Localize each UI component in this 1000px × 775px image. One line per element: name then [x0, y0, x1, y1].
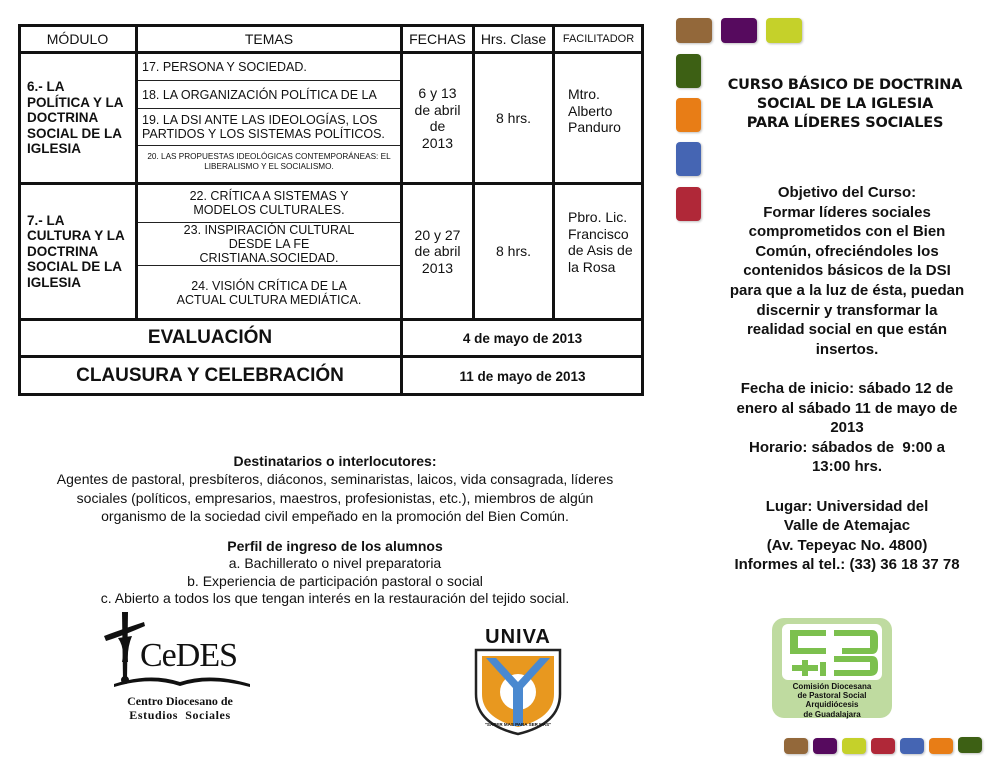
contact-phone: Informes al tel.: (33) 36 18 37 78: [734, 556, 960, 574]
color-square-green: [676, 54, 701, 88]
grid-line: [18, 182, 644, 185]
grid-line: [135, 24, 138, 320]
module-name-line: SOCIAL DE LA: [27, 259, 123, 275]
cedes-caption: [100, 694, 260, 722]
module-name-line: POLÍTICA Y LA: [27, 94, 124, 110]
module-7-facilitador: [553, 183, 644, 320]
profile-item: b. Experiencia de participación pastoral o social: [187, 572, 483, 589]
grid-line: [400, 24, 403, 396]
strip-square-purple: [813, 738, 837, 754]
clausura-text: CLAUSURA Y CELEBRACIÓN: [76, 365, 344, 386]
tema-text: 19. LA DSI ANTE LAS IDEOLOGÍAS, LOS PARTIDOS Y LOS SISTEMAS POLÍTICOS.: [142, 113, 385, 141]
objective-heading: Objetivo del Curso:: [777, 184, 917, 201]
objective-line: insertos.: [815, 340, 879, 358]
cps-emblem-icon: [782, 624, 882, 680]
pastoral-social-logo: [772, 618, 892, 718]
grid-line: [18, 51, 644, 54]
module-6-facilitador: [553, 52, 644, 184]
color-square-blue: [676, 142, 701, 176]
tema-text: 20. LAS PROPUESTAS IDEOLÓGICAS CONTEMPORÁNEAS: EL LIBERALISMO Y EL SOCIALISMO.: [147, 152, 391, 171]
module-name-line: IGLESIA: [27, 141, 82, 157]
tema-text: 23. INSPIRACIÓN CULTURAL DESDE LA FE CRISTIANA.SOCIEDAD.: [183, 223, 355, 265]
module-6-fechas: [401, 52, 474, 184]
clausura-date: [401, 356, 644, 396]
header-modulo: [18, 24, 137, 53]
objective-line: contenidos básicos de la DSI: [743, 262, 951, 280]
facilitador-line: Pbro. Lic.: [568, 209, 628, 225]
place-line: Valle de Atemajac: [783, 517, 911, 535]
module-name-line: CULTURA Y LA: [27, 228, 125, 244]
audience-line: organismo de la sociedad civil empeñado en la promoción del Bien Común.: [101, 507, 569, 524]
tema-24: [136, 265, 402, 320]
fecha-line: 2013: [421, 134, 454, 151]
evaluacion-date-text: 4 de mayo de 2013: [462, 330, 583, 346]
cedes-logo: [100, 610, 260, 725]
fecha-line: de: [429, 118, 446, 134]
facilitador-line: Panduro: [568, 119, 621, 135]
cedes-wordmark: CeDES: [140, 637, 237, 674]
cedes-caption-line: Centro Diocesano de: [127, 694, 233, 708]
univa-motto: "SABER MAS PARA SER MAS": [484, 722, 552, 727]
header-temas-label: TEMAS: [244, 30, 294, 47]
grid-line: [18, 355, 644, 358]
cps-caption-line: Comisión Diocesana: [792, 682, 872, 691]
audience-line: Agentes de pastoral, presbíteros, diáconos, seminaristas, laicos, vida consagrada, líderes: [56, 471, 614, 488]
module-7-hrs: [473, 183, 554, 320]
color-square-purple: [721, 18, 757, 43]
strip-square-brown: [784, 738, 808, 754]
header-hrs-label: Hrs. Clase: [480, 30, 547, 47]
schedule-line: 2013: [830, 419, 864, 437]
header-fechas-label: FECHAS: [409, 30, 466, 47]
schedule-line: Horario: sábados de 9:00 a: [749, 438, 945, 456]
cedes-caption-line: Estudios Sociales: [129, 708, 231, 722]
cps-caption-line: de Guadalajara: [803, 709, 861, 719]
objective-line: discernir y transformar la: [756, 301, 938, 319]
hrs-value: 8 hrs.: [495, 243, 531, 260]
module-7-fechas: [401, 183, 474, 320]
tema-18: [136, 80, 402, 109]
header-facilitador: [553, 24, 644, 53]
schedule-line: Fecha de inicio: sábado 12 de: [740, 379, 954, 397]
objective-line: Común, ofreciéndoles los: [755, 242, 939, 260]
audience-section: [20, 452, 650, 525]
facilitador-line: Alberto: [568, 102, 613, 119]
fecha-line: de abril: [414, 101, 461, 118]
tema-20: [136, 145, 402, 184]
color-square-orange: [676, 98, 701, 132]
fecha-line: 6 y 13: [418, 85, 457, 101]
module-7-name: [18, 183, 137, 320]
objective-line: para que a la luz de ésta, puedan: [729, 281, 965, 299]
course-title-line: PARA LÍDERES SOCIALES: [746, 115, 944, 131]
profile-section: [20, 538, 650, 607]
header-fechas: [401, 24, 474, 53]
module-name-line: SOCIAL DE LA: [27, 125, 123, 141]
univa-logo: [468, 626, 568, 736]
facilitador-line: Mtro.: [568, 86, 600, 102]
tema-text: 24. VISIÓN CRÍTICA DE LA ACTUAL CULTURA MEDIÁTICA.: [176, 278, 362, 307]
facilitador-line: la Rosa: [568, 258, 616, 275]
module-6-hrs: [473, 52, 554, 184]
profile-item: a. Bachillerato o nivel preparatoria: [228, 555, 442, 572]
grid-line: [472, 24, 475, 320]
schedule-table: [18, 24, 644, 396]
fecha-line: 20 y 27: [414, 226, 461, 243]
fecha-line: de abril: [414, 243, 461, 260]
tema-17: [136, 52, 402, 81]
strip-square-lime: [842, 738, 866, 754]
audience-heading: Destinatarios o interlocutores:: [233, 453, 437, 469]
tema-19: [136, 108, 402, 146]
course-info: [698, 183, 996, 575]
strip-square-red: [871, 738, 895, 754]
evaluacion-text: EVALUACIÓN: [147, 327, 273, 348]
hrs-value: 8 hrs.: [495, 109, 531, 126]
place-line: Lugar: Universidad del: [765, 497, 929, 515]
module-name-line: DOCTRINA: [27, 110, 99, 126]
course-title-line: CURSO BÁSICO DE DOCTRINA: [727, 77, 963, 93]
profile-heading: Perfil de ingreso de los alumnos: [227, 538, 443, 554]
tema-text: 22. CRÍTICA A SISTEMAS Y MODELOS CULTURALES.: [189, 189, 349, 217]
audience-line: sociales (políticos, empresarios, maestros, profesionistas, etc.), miembros de algún: [76, 489, 594, 506]
objective-line: realidad social en que están: [746, 321, 948, 339]
cps-caption: [772, 682, 892, 719]
fecha-line: 2013: [421, 259, 454, 276]
module-name-line: 7.- LA: [27, 212, 65, 228]
module-name-line: 6.- LA: [27, 79, 65, 95]
course-title: [705, 76, 985, 133]
profile-item: c. Abierto a todos los que tengan interés en la restauración del tejido social.: [100, 589, 570, 606]
schedule-line: enero al sábado 11 de mayo de: [736, 399, 958, 417]
univa-wordmark: UNIVA: [485, 626, 551, 648]
objective-line: Formar líderes sociales: [763, 203, 931, 221]
strip-square-blue: [900, 738, 924, 754]
header-temas: [136, 24, 402, 53]
strip-square-green: [958, 737, 982, 753]
strip-square-orange: [929, 738, 953, 754]
evaluacion-date: [401, 319, 644, 357]
place-line: (Av. Tepeyac No. 4800): [766, 536, 928, 554]
color-square-lime: [766, 18, 802, 43]
grid-line: [18, 318, 644, 321]
cps-caption-line: Arquidiócesis: [805, 700, 859, 710]
header-facilitador-label: FACILITADOR: [562, 32, 635, 45]
module-name-line: DOCTRINA: [27, 243, 99, 259]
grid-line: [552, 24, 555, 320]
module-name-line: IGLESIA: [27, 274, 82, 290]
module-6-name: [18, 52, 137, 184]
clausura-label: [18, 356, 402, 396]
tema-23: [136, 222, 402, 266]
facilitador-line: de Asis de: [568, 242, 633, 258]
cps-caption-line: de Pastoral Social: [797, 691, 867, 701]
tema-text: 17. PERSONA Y SOCIEDAD.: [142, 59, 307, 74]
header-modulo-label: MÓDULO: [46, 30, 109, 47]
tema-text: 18. LA ORGANIZACIÓN POLÍTICA DE LA: [142, 87, 377, 102]
course-title-line: SOCIAL DE LA IGLESIA: [756, 96, 934, 112]
evaluacion-label: [18, 319, 402, 357]
facilitador-line: Francisco: [568, 225, 629, 242]
objective-line: comprometidos con el Bien: [748, 223, 946, 241]
schedule-line: 13:00 hrs.: [811, 458, 883, 476]
tema-22: [136, 183, 402, 223]
clausura-date-text: 11 de mayo de 2013: [459, 368, 586, 384]
header-hrs-clase: [473, 24, 554, 53]
color-square-brown: [676, 18, 712, 43]
